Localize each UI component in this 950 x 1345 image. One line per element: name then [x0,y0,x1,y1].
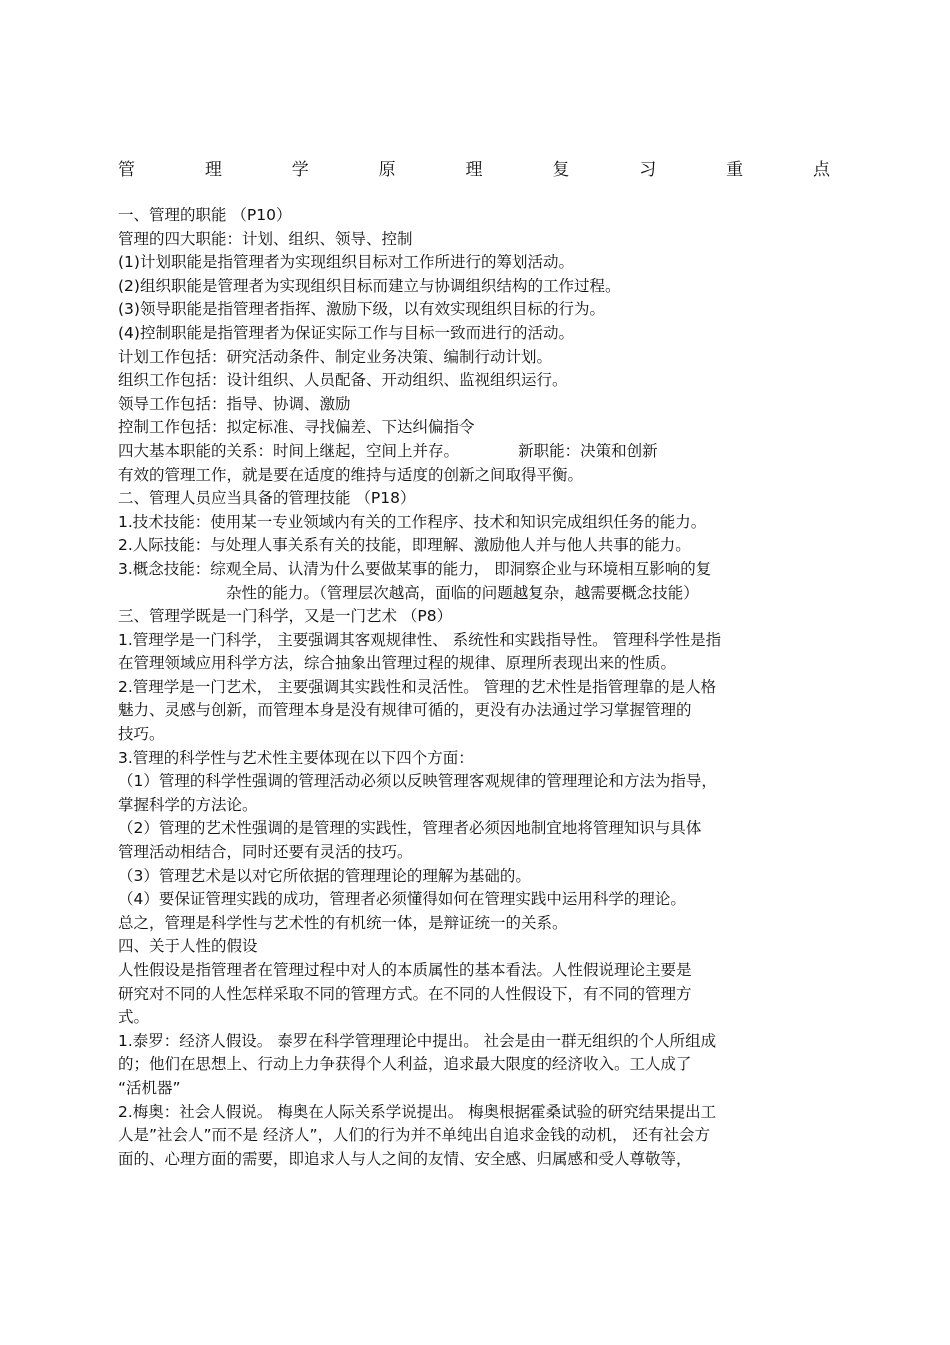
text-line: 3.管理的科学性与艺术性主要体现在以下四个方面： [118,748,474,767]
text-line: （4）要保证管理实践的成功，管理者必须懂得如何在管理实践中运用科学的理论。 [118,890,686,909]
title-char: 理 [465,160,483,180]
text-line: 1.泰罗：经济人假设。 泰罗在科学管理理论中提出。 社会是由一群无组织的个人所组成 [118,1031,717,1050]
title-char: 管 [118,160,135,180]
text-line: （3）管理艺术是以对它所依据的管理理论的理解为基础的。 [118,866,531,885]
text-line: 有效的管理工作，就是要在适度的维持与适度的创新之间取得平衡。 [118,465,584,484]
section-heading: 二、管理人员应当具备的管理技能 （P18） [118,489,416,508]
text-line: 1.技术技能：使用某一专业领域内有关的工作程序、技术和知识完成组织任务的能力。 [118,512,707,531]
title-char: 理 [204,160,222,180]
document-title [118,155,830,180]
text-line: 的；他们在思想上、行动上力争获得个人利益，追求最大限度的经济收入。工人成了 [118,1055,692,1074]
text-line: (2)组织职能是管理者为实现组织目标而建立与协调组织结构的工作过程。 [118,276,621,295]
text-line: 研究对不同的人性怎样采取不同的管理方式。在不同的人性假设下，有不同的管理方 [118,984,692,1003]
text-line: 人性假设是指管理者在管理过程中对人的本质属性的基本看法。人性假说理论主要是 [118,961,692,979]
text-line: “活机器” [118,1078,181,1097]
section-heading: 三、管理学既是一门科学，又是一门艺术 （P8） [118,607,453,626]
text-line: 领导工作包括：指导、协调、激励 [118,394,351,413]
text-line: 管理活动相结合，同时还要有灵活的技巧。 [118,843,413,862]
text-line: 杂性的能力。（管理层次越高，面临的问题越复杂，越需要概念技能） [226,583,699,602]
text-line: (3)领导职能是指管理者指挥、激励下级，以有效实现组织目标的行为。 [118,300,605,319]
text-line: 2.人际技能：与处理人事关系有关的技能，即理解、激励他人并与他人共事的能力。 [118,536,691,555]
title-char: 点 [813,160,830,180]
section-heading: 四、关于人性的假设 [118,937,258,956]
text-line: 掌握科学的方法论。 [118,795,258,814]
text-line: 式。 [118,1008,150,1027]
text-line: 计划工作包括：研究活动条件、制定业务决策、编制行动计划。 [118,347,553,366]
text-line: 控制工作包括：拟定标准、寻找偏差、下达纠偏指令 [118,418,475,437]
title-char: 习 [639,160,657,180]
text-line: 总之，管理是科学性与艺术性的有机统一体，是辩证统一的关系。 [118,913,568,932]
text-line: 技巧。 [118,725,165,744]
text-line: 2.梅奥：社会人假说。 梅奥在人际关系学说提出。 梅奥根据霍桑试验的研究结果提出工 [118,1102,717,1121]
title-char: 原 [378,160,396,180]
title-char: 复 [552,160,570,180]
title-char: 重 [726,160,744,180]
text-line: 组织工作包括：设计组织、人员配备、开动组织、监视组织运行。 [118,371,568,390]
text-line: 3.概念技能：综观全局、认清为什么要做某事的能力， 即洞察企业与环境相互影响的复 [118,559,712,578]
text-line: （2）管理的艺术性强调的是管理的实践性，管理者必须因地制宜地将管理知识与具体 [118,819,702,838]
text-line: 面的、心理方面的需要，即追求人与人之间的友情、安全感、归属感和受人尊敬等， [118,1149,692,1168]
text-line: (1)计划职能是指管理者为实现组织目标对工作所进行的筹划活动。 [118,253,574,272]
text-line: 1.管理学是一门科学， 主要强调其客观规律性、 系统性和实践指导性。 管理科学性是指 [118,630,722,649]
text-line: 四大基本职能的关系：时间上继起，空间上并存。 新职能：决策和创新 [118,441,658,460]
title-char: 学 [291,160,309,180]
text-line: 人是”社会人”而不是 经济人”，人们的行为并不单纯出自追求金钱的动机， 还有社会方 [118,1126,710,1145]
text-line: 在管理领域应用科学方法，综合抽象出管理过程的规律、原理所表现出来的性质。 [118,654,677,673]
text-line: （1）管理的科学性强调的管理活动必须以反映管理客观规律的管理理论和方法为指导， [118,772,717,791]
text-line: 2.管理学是一门艺术， 主要强调其实践性和灵活性。 管理的艺术性是指管理靠的是人格 [118,677,717,696]
document-body [118,204,830,1171]
text-line: 管理的四大职能：计划、组织、领导、控制 [118,229,413,248]
section-heading: 一、管理的职能 （P10） [118,206,292,224]
text-line: (4)控制职能是指管理者为保证实际工作与目标一致而进行的活动。 [118,323,574,342]
text-line: 魅力、灵感与创新，而管理本身是没有规律可循的，更没有办法通过学习掌握管理的 [118,701,692,720]
